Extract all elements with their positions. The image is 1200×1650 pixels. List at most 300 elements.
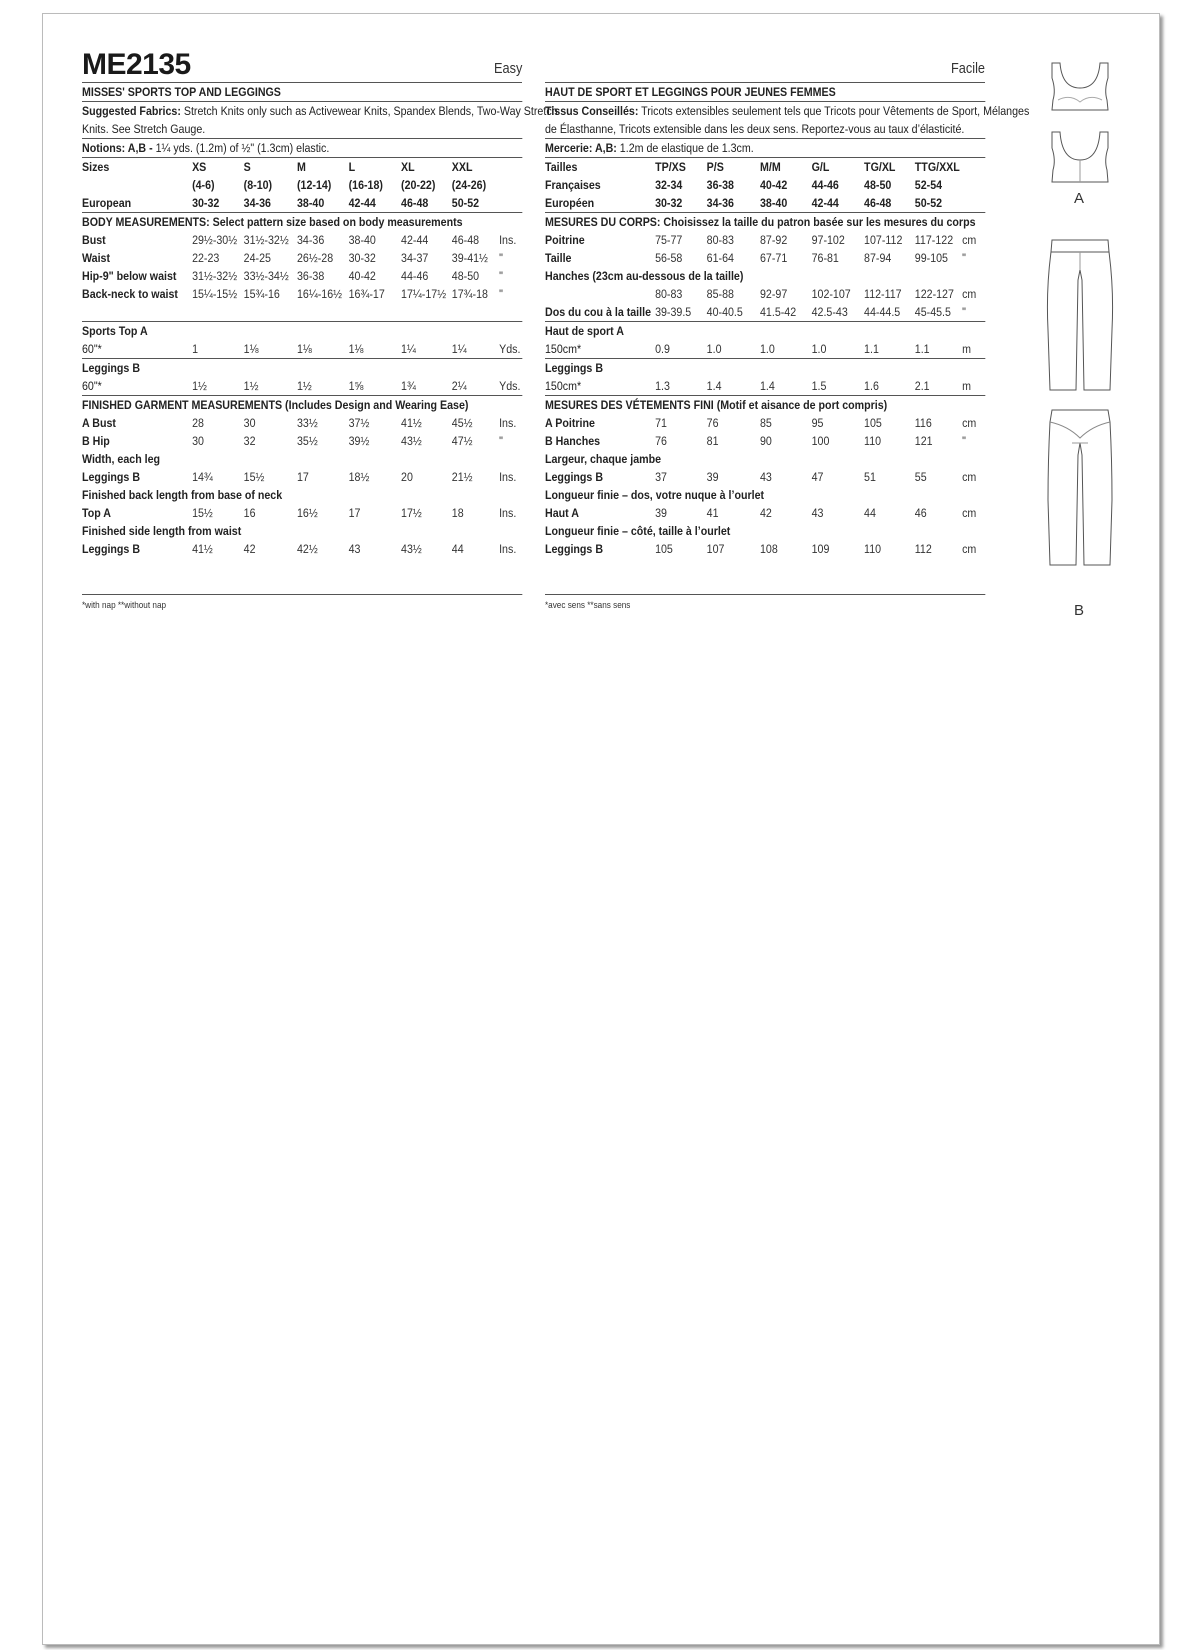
body-row (545, 285, 985, 303)
unit-label: cm (962, 287, 977, 301)
size-value: (12-14) (297, 178, 332, 192)
yardage-row (545, 340, 985, 359)
footnote-row (82, 595, 522, 613)
size-value: 46 (914, 506, 927, 520)
size-value: 17 (297, 470, 309, 484)
title-row (545, 45, 985, 83)
row-label: 60"* (82, 379, 102, 393)
size-value: 1.5 (811, 379, 827, 393)
size-value: 32 (243, 434, 256, 448)
finished-heading: MESURES DES VÉTEMENTS FINI (Motif et aisance de port compris) (545, 398, 888, 412)
size-value: 1⅛ (297, 342, 312, 356)
size-value: 1¼ (401, 342, 416, 356)
unit-label: Ins. (499, 233, 517, 247)
footnote: *avec sens **sans sens (545, 600, 631, 611)
size-value: XS (192, 160, 207, 174)
footnote: *with nap **without nap (82, 600, 167, 611)
fabrics-line (545, 102, 1030, 120)
row-label: Haut A (545, 506, 579, 520)
unit-label: cm (962, 506, 977, 520)
size-value: 34-37 (401, 251, 429, 265)
size-value: 42-44 (811, 196, 839, 210)
size-value: 43½ (401, 434, 422, 448)
size-value: 46-48 (864, 196, 892, 210)
row-label: 150cm* (545, 342, 582, 356)
finished-heading: FINISHED GARMENT MEASUREMENTS (Includes Design and Wearing Ease) (82, 398, 469, 412)
unit-label: " (962, 305, 966, 319)
row-label: Leggings B (82, 542, 141, 556)
size-value: 15½ (243, 470, 265, 484)
size-value: 17 (348, 506, 361, 520)
size-value: TP/XS (655, 160, 686, 174)
row-label: Finished side length from waist (82, 524, 242, 538)
size-value: L (348, 160, 356, 174)
size-value: 1⅝ (348, 379, 364, 393)
size-value: 87-92 (760, 233, 788, 247)
body-row (82, 249, 522, 267)
row-label: Tailles (545, 160, 578, 174)
size-value: 36-38 (706, 178, 734, 192)
row-label: Leggings B (545, 470, 604, 484)
size-value: 44-44.5 (864, 305, 901, 319)
finished-row (82, 522, 522, 540)
size-value: 42.5-43 (811, 305, 848, 319)
size-value: 29½-30½ (192, 233, 238, 247)
leggings-b-front-sketch (1047, 240, 1112, 390)
size-value: 35½ (297, 434, 318, 448)
size-value: 36-38 (297, 269, 325, 283)
size-value: P/S (706, 160, 724, 174)
size-value: 30-32 (192, 196, 220, 210)
fabrics-line-2 (545, 120, 985, 139)
finished-row (82, 468, 522, 486)
size-value: 1.0 (760, 342, 775, 356)
size-value: 39-41½ (451, 251, 488, 265)
size-value: 105 (864, 416, 882, 430)
size-value: 26½-28 (297, 251, 334, 265)
finished-row (82, 432, 522, 450)
row-label: Taille (545, 251, 572, 265)
size-value: 1.0 (706, 342, 722, 356)
body-row (545, 231, 985, 249)
size-value: 42 (760, 506, 772, 520)
size-value: 17½ (401, 506, 422, 520)
size-value: 99-105 (914, 251, 948, 265)
row-label: Leggings B (82, 470, 141, 484)
size-value: 15½ (192, 506, 213, 520)
row-label: Back-neck to waist (82, 287, 178, 301)
size-value: 48-50 (451, 269, 480, 283)
size-value: 16½ (297, 506, 318, 520)
unit-label: Ins. (499, 416, 517, 430)
size-value: TTG/XXL (914, 160, 960, 174)
size-row (545, 158, 985, 176)
size-value: 1.0 (811, 342, 827, 356)
size-value: 108 (760, 542, 778, 556)
body-row (545, 267, 985, 285)
unit-label: " (499, 251, 503, 265)
top-a-back-sketch (1052, 132, 1108, 182)
finished-heading-row (545, 396, 985, 414)
size-value: 21½ (451, 470, 473, 484)
size-value: 76 (706, 416, 719, 430)
fabrics-line-2 (82, 120, 522, 139)
fabrics-label: Tissus Conseillés: (545, 104, 639, 118)
row-label: A Bust (82, 416, 116, 430)
difficulty-label: Easy (493, 60, 522, 77)
size-value: 1.1 (864, 342, 879, 356)
size-value: 41.5-42 (760, 305, 797, 319)
size-value: 90 (760, 434, 772, 448)
size-value: 16 (243, 506, 256, 520)
size-value: 39 (706, 470, 719, 484)
fabrics-text-2: de Élasthanne, Tricots extensible dans les deux sens. Reportez-vous au taux d’élasticité. (545, 122, 965, 136)
size-value: 100 (811, 434, 830, 448)
size-value: 112 (914, 542, 932, 556)
size-value: 92-97 (760, 287, 788, 301)
size-value: 30 (243, 416, 256, 430)
yardage-heading-row (545, 359, 985, 377)
finished-row (545, 432, 985, 450)
body-measurements-heading: BODY MEASUREMENTS: Select pattern size based on body measurements (82, 215, 463, 229)
finished-row (82, 540, 522, 558)
size-value: 71 (655, 416, 667, 430)
fabrics-line (82, 102, 558, 120)
unit-label: Yds. (499, 342, 521, 356)
size-value: 1.3 (655, 379, 670, 393)
body-row (545, 303, 985, 322)
finished-row (82, 504, 522, 522)
row-label: B Hanches (545, 434, 601, 448)
finished-row (82, 486, 522, 504)
unit-label: m (962, 379, 971, 393)
size-value: 1.6 (864, 379, 879, 393)
yardage-heading: Leggings B (545, 361, 604, 375)
yardage-row (545, 377, 985, 396)
size-value: 44-46 (401, 269, 429, 283)
size-value: 1 (192, 342, 199, 356)
size-value: 22-23 (192, 251, 220, 265)
size-value: 34-36 (243, 196, 271, 210)
row-label: Poitrine (545, 233, 585, 247)
size-value: 46-48 (401, 196, 429, 210)
body-heading (545, 213, 985, 231)
size-value: 122-127 (914, 287, 954, 301)
unit-label: Ins. (499, 506, 517, 520)
size-value: 37 (655, 470, 667, 484)
unit-label: " (962, 434, 966, 448)
size-value: 47 (811, 470, 824, 484)
finished-row (545, 522, 985, 540)
size-value: 37½ (348, 416, 370, 430)
size-value: 33½-34½ (243, 269, 289, 283)
size-value: 110 (864, 542, 882, 556)
size-value: 18 (451, 506, 464, 520)
row-label: Françaises (545, 178, 601, 192)
size-value: 80-83 (655, 287, 683, 301)
size-value: 38-40 (297, 196, 325, 210)
row-label: Longueur finie – dos, votre nuque à l’ourlet (545, 488, 765, 502)
finished-heading-row (82, 396, 522, 414)
fabrics-label: Suggested Fabrics: (82, 104, 181, 118)
size-value: 110 (864, 434, 882, 448)
size-value: 85-88 (706, 287, 734, 301)
row-label: European (82, 196, 132, 210)
size-value: 20 (401, 470, 413, 484)
size-value: 17¼-17½ (401, 287, 447, 301)
size-value: 41½ (192, 542, 213, 556)
yardage-heading: Haut de sport A (545, 324, 624, 338)
unit-label: cm (962, 470, 977, 484)
row-label: 60"* (82, 342, 102, 356)
size-value: 1½ (243, 379, 259, 393)
yardage-heading-row (82, 359, 522, 377)
size-value: 61-64 (706, 251, 734, 265)
size-value: 105 (655, 542, 673, 556)
body-measurements-heading: MESURES DU CORPS: Choisissez la taille du patron basée sur les mesures du corps (545, 215, 976, 229)
row-label: B Hip (82, 434, 110, 448)
notions-text: 1.2m de elastique de 1.3cm. (616, 141, 754, 155)
unit-label: Ins. (499, 470, 517, 484)
size-row (82, 158, 522, 176)
footnote-row (545, 595, 985, 613)
yardage-heading: Sports Top A (82, 324, 148, 338)
title-line (545, 83, 985, 102)
size-value: 42-44 (348, 196, 376, 210)
size-value: 56-58 (655, 251, 683, 265)
size-value: 2.1 (914, 379, 930, 393)
unit-label: " (962, 251, 966, 265)
row-label: Hip-9" below waist (82, 269, 177, 283)
garment-title: HAUT DE SPORT ET LEGGINGS POUR JEUNES FEMMES (545, 85, 836, 99)
leggings-b-back-sketch (1048, 410, 1112, 565)
size-value: 1¼ (451, 342, 467, 356)
size-value: 32-34 (655, 178, 683, 192)
unit-label: " (499, 287, 503, 301)
size-value: 43½ (401, 542, 422, 556)
finished-row (545, 450, 985, 468)
title-row (82, 45, 522, 83)
body-row (82, 231, 522, 249)
size-value: 39 (655, 506, 667, 520)
size-value: 76-81 (811, 251, 839, 265)
size-value: S (243, 160, 251, 174)
fabrics-text: Stretch Knits only such as Activewear Knits, Spandex Blends, Two-Way Stretch (180, 104, 558, 118)
size-value: 39-39.5 (655, 305, 692, 319)
fabrics-text-2: Knits. See Stretch Gauge. (82, 122, 206, 136)
spacer (82, 303, 522, 322)
size-value: 40-42 (348, 269, 376, 283)
size-value: 121 (914, 434, 933, 448)
size-value: 33½ (297, 416, 318, 430)
size-value: 55 (914, 470, 927, 484)
size-value: 31½-32½ (243, 233, 289, 247)
size-value: 14¾ (192, 470, 213, 484)
spacer (545, 558, 985, 576)
size-row (545, 194, 985, 213)
size-value: 1⅛ (243, 342, 259, 356)
size-value: (8-10) (243, 178, 273, 192)
size-value: 28 (192, 416, 204, 430)
unit-label: Ins. (499, 542, 517, 556)
finished-row (82, 450, 522, 468)
size-value: 1¾ (401, 379, 416, 393)
size-value: 38-40 (760, 196, 788, 210)
notions-label: Notions: A,B - (82, 141, 156, 155)
finished-row (545, 540, 985, 558)
size-value: G/L (811, 160, 830, 174)
difficulty-label: Facile (950, 60, 985, 77)
garment-sketches (1040, 60, 1120, 620)
row-label: Top A (82, 506, 111, 520)
spacer (545, 576, 985, 595)
size-value: 40-42 (760, 178, 788, 192)
yardage-row (82, 377, 522, 396)
size-value: 67-71 (760, 251, 788, 265)
size-value: 38-40 (348, 233, 376, 247)
size-value: 17¾-18 (451, 287, 488, 301)
size-value: 117-122 (914, 233, 954, 247)
size-value: 30-32 (348, 251, 376, 265)
size-value: 107-112 (864, 233, 903, 247)
row-label: Européen (545, 196, 595, 210)
size-value: 1.4 (706, 379, 722, 393)
size-value: 15¼-15½ (192, 287, 238, 301)
size-value: 44 (451, 542, 464, 556)
info-block (82, 83, 558, 613)
pattern-number: ME2135 (82, 48, 191, 81)
unit-label: Yds. (499, 379, 521, 393)
size-value: 18½ (348, 470, 370, 484)
finished-row (545, 486, 985, 504)
size-value: 1½ (297, 379, 312, 393)
unit-label: cm (962, 233, 977, 247)
body-row (82, 285, 522, 303)
size-value: 44 (864, 506, 876, 520)
size-value: TG/XL (864, 160, 896, 174)
yardage-heading-row (82, 322, 522, 340)
row-label: Waist (82, 251, 111, 265)
size-value: 87-94 (864, 251, 892, 265)
size-value: 40-40.5 (706, 305, 743, 319)
size-value: 42-44 (401, 233, 429, 247)
size-value: 109 (811, 542, 830, 556)
size-value: 1.4 (760, 379, 775, 393)
fabrics-text: Tricots extensibles seulement tels que Tricots pour Vêtements de Sport, Mélanges (638, 104, 1030, 118)
size-value: 30-32 (655, 196, 683, 210)
size-value: 50-52 (914, 196, 943, 210)
size-value: 50-52 (451, 196, 480, 210)
size-value: 31½-32½ (192, 269, 238, 283)
size-value: 1½ (192, 379, 207, 393)
garment-title: MISSES' SPORTS TOP AND LEGGINGS (82, 85, 281, 99)
size-value: 47½ (451, 434, 473, 448)
size-value: 102-107 (811, 287, 851, 301)
size-value: 85 (760, 416, 772, 430)
spacer (82, 558, 522, 576)
size-value: 75-77 (655, 233, 683, 247)
size-value: 48-50 (864, 178, 892, 192)
french-column (545, 45, 1030, 613)
size-value: (4-6) (192, 178, 215, 192)
finished-row (545, 468, 985, 486)
size-value: 44-46 (811, 178, 839, 192)
size-value: 52-54 (914, 178, 943, 192)
body-row (82, 267, 522, 285)
row-label: Finished back length from base of neck (82, 488, 283, 502)
row-label: Width, each leg (82, 452, 161, 466)
size-value: 97-102 (811, 233, 845, 247)
size-value: 24-25 (243, 251, 271, 265)
size-value: (24-26) (451, 178, 487, 192)
row-label: Bust (82, 233, 106, 247)
size-row (545, 176, 985, 194)
size-value: 81 (706, 434, 719, 448)
finished-row (82, 414, 522, 432)
size-value: 42 (243, 542, 256, 556)
size-value: 43 (811, 506, 824, 520)
size-value: M/M (760, 160, 781, 174)
size-value: 41 (706, 506, 719, 520)
size-value: 2¼ (451, 379, 467, 393)
size-value: 51 (864, 470, 876, 484)
notions-text: 1¼ yds. (1.2m) of ½" (1.3cm) elastic. (155, 141, 330, 155)
view-label-a: A (1074, 190, 1085, 207)
unit-label: " (499, 434, 503, 448)
size-value: M (297, 160, 306, 174)
size-value: XXL (451, 160, 473, 174)
unit-label: m (962, 342, 971, 356)
size-value: 1⅛ (348, 342, 364, 356)
body-heading (82, 213, 522, 231)
size-value: 112-117 (864, 287, 902, 301)
spacer (82, 576, 522, 595)
unit-label: cm (962, 416, 977, 430)
size-value: 0.9 (655, 342, 670, 356)
view-label-b: B (1074, 602, 1085, 619)
title-line (82, 83, 522, 102)
size-value: 42½ (297, 542, 318, 556)
size-value: 43 (760, 470, 772, 484)
size-value: 95 (811, 416, 824, 430)
body-row (545, 249, 985, 267)
unit-label: " (499, 269, 503, 283)
size-value: 116 (914, 416, 932, 430)
row-label: Largeur, chaque jambe (545, 452, 662, 466)
size-value: 45-45.5 (914, 305, 951, 319)
row-label: Hanches (23cm au-dessous de la taille) (545, 269, 744, 283)
row-label: Dos du cou à la taille (545, 305, 651, 319)
size-value: 34-36 (706, 196, 734, 210)
size-value: XL (401, 160, 415, 174)
size-value: 80-83 (706, 233, 734, 247)
size-value: 16¾-17 (348, 287, 385, 301)
size-value: 41½ (401, 416, 422, 430)
size-value: 46-48 (451, 233, 480, 247)
size-value: 107 (706, 542, 725, 556)
size-value: (20-22) (401, 178, 436, 192)
yardage-row (82, 340, 522, 359)
size-row (82, 176, 522, 194)
size-value: 39½ (348, 434, 370, 448)
size-value: 76 (655, 434, 667, 448)
size-value: 15¾-16 (243, 287, 280, 301)
row-label: 150cm* (545, 379, 582, 393)
yardage-heading: Leggings B (82, 361, 141, 375)
size-row (82, 194, 522, 213)
top-a-front-sketch (1052, 63, 1108, 110)
finished-row (545, 504, 985, 522)
